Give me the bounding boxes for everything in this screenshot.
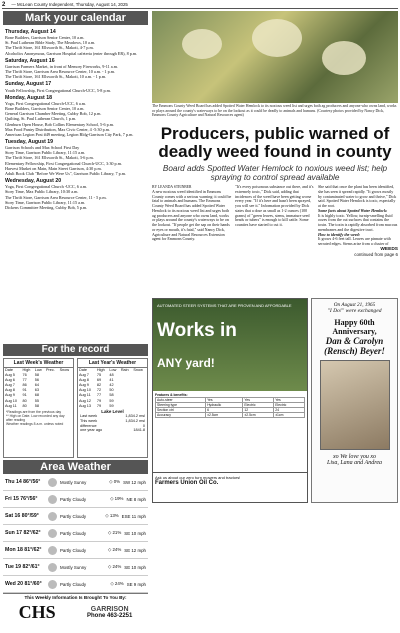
- photo-caption: The Emmons County Weed Board has added Spotted Water Hemlock to its noxious weed list and urges both ag producers and anyone who owns land, works or plays around the county's waterways to be on the lookout as it could be deadly to animals and humans. (Courtesy photos provided by Nancy Dick, Emmons County Agriculture and Natural Resources agent): [152, 104, 397, 118]
- ad-cell: 24: [274, 408, 305, 413]
- sponsor-line: This Weekly Information Is Brought To You By:: [24, 595, 127, 600]
- calendar-date: Tuesday, August 19: [5, 138, 54, 145]
- ad-cell: ±1cm: [274, 413, 305, 418]
- weather-day-row: [3, 491, 148, 508]
- ad-cell: Section ctrl: [156, 408, 206, 413]
- table-header: Date: [5, 368, 14, 372]
- continued-line: continued from page 6: [354, 251, 398, 257]
- farmers-union-ad: [152, 298, 308, 503]
- weather-condition: Partly Cloudy: [60, 547, 87, 553]
- table-cell: 82: [96, 383, 102, 388]
- weather-note: *Readings are from the previous day: [6, 409, 62, 414]
- article-col3b: It is highly toxic. Yellow, turnip-smelling fluid oozes from the cut surfaces that contains the toxin. The toxin is rapidly absorbed from mucous membranes and the digestive tract.: [318, 212, 398, 232]
- weather-day: Wed 20 81°/60°: [5, 581, 42, 587]
- table-cell: Aug 8: [79, 378, 89, 383]
- table-cell: 79: [96, 403, 102, 408]
- weather-day: Fri 15 76°/56°: [5, 496, 38, 502]
- calendar-date: Sunday, August 17: [5, 81, 52, 88]
- precip-chance: ◇ 24%: [110, 581, 124, 586]
- table-cell: 72: [96, 388, 102, 393]
- wind: NE 8 mph: [126, 496, 146, 502]
- ad-headline: Works in: [157, 320, 237, 341]
- weather-condition: Partly Cloudy: [60, 496, 87, 502]
- table-cell: 69: [96, 378, 102, 383]
- table-cell: 64: [34, 383, 40, 388]
- lake-value: 1,834.2 msl: [125, 418, 145, 423]
- lake-value: 1841.8: [133, 428, 145, 433]
- lake-row: [80, 428, 145, 433]
- weather-day-row: [3, 542, 148, 559]
- calendar-date: Thursday, August 14: [5, 29, 56, 35]
- table-header: Snow: [59, 368, 70, 372]
- table-cell: Aug 11: [5, 403, 17, 408]
- calendar-event: American Legion Post #49 meeting, Legion Bldg-Garrison City Park, 7 p.m.: [5, 131, 134, 137]
- article-body: [152, 185, 398, 296]
- calendar-event: The Thrift Store, Garrison Area Resource Center, 11 - 5 p.m.: [5, 194, 107, 200]
- calendar-event: Story Time, Garrison Public Library, 11:15 a.m.: [5, 199, 86, 205]
- lake-label: This week: [80, 418, 98, 423]
- table-cell: 41: [109, 378, 114, 383]
- weather-day: Thu 14 86°/56°: [5, 479, 41, 485]
- weather-day-row: [3, 576, 148, 593]
- table-cell: 48: [109, 373, 114, 378]
- anniv-line4: Dan & Carolyn (Rensch) Beyer!: [324, 336, 385, 356]
- weather-condition: Mostly Sunny: [60, 479, 87, 485]
- right-column: [152, 11, 398, 611]
- calendar-event: Story Time, Garrison Public Library, 11:15 a.m.: [5, 150, 86, 156]
- table-cell: 63: [34, 388, 40, 393]
- table-cell: Aug 6: [5, 378, 15, 383]
- ad-store: Farmers Union Oil Co.: [155, 480, 219, 486]
- calendar-date: Saturday, August 16: [5, 57, 55, 64]
- anniv-line3: Happy 60th Anniversary,: [332, 318, 377, 336]
- calendar-event: Garrison Farmers Market, in front of Memory Fireworks, 9-11 a.m.: [5, 63, 118, 69]
- table-header: Snow: [133, 368, 143, 372]
- table-cell: 77: [96, 393, 102, 398]
- table-cell: 59: [109, 403, 114, 408]
- ad-tagline: Ask us about our zero turn mowers and tractors!: [155, 475, 241, 480]
- weather-icon: [48, 495, 57, 504]
- anniv-line2: "I Do!" were exchanged: [327, 308, 382, 314]
- calendar-list: [3, 25, 148, 344]
- last-year-title: Last Year's Weather: [78, 359, 147, 368]
- weather-icon: [48, 563, 57, 572]
- table-cell: Aug 8: [5, 388, 15, 393]
- calendar-event: Yoga, First Congregational Church-UCC, 6 a.m.: [5, 100, 87, 106]
- weather-day-row: [3, 474, 148, 491]
- lake-level-title: Lake Level: [101, 408, 124, 414]
- area-weather-list: [3, 474, 148, 593]
- calendar-event: Story Time, Max Public Library, 10:30 a.m.: [5, 189, 79, 195]
- weather-icon: [48, 546, 57, 555]
- precip-chance: ◇ 21%: [107, 530, 122, 535]
- ad-kicker: AUTOMATED STEER SYSTEMS THAT ARE PROVEN AND AFFORDABLE: [157, 303, 292, 308]
- ad-table: [155, 397, 305, 418]
- calendar-date: Monday, August 18: [5, 94, 52, 101]
- calendar-date: Wednesday, August 20: [5, 178, 62, 185]
- table-cell: Aug 12: [79, 398, 92, 403]
- precip-chance: ◇ 24%: [107, 547, 122, 552]
- calendar-event: Bone Builders, Garrison Senior Center, 10 a.m.: [5, 35, 85, 41]
- table-cell: 91: [22, 393, 27, 398]
- table-header: Low: [34, 368, 42, 372]
- ad-cell: Accuracy: [156, 413, 206, 418]
- page-number: 2: [2, 1, 6, 8]
- ad-cell: Electric: [243, 403, 274, 408]
- subhead-facts: Some facts about Spotted Water Hemlock:: [318, 207, 388, 213]
- lake-value: 1,834.2 msl: [125, 414, 145, 419]
- article-col1: A new noxious weed identified in Emmons County comes with a serious warning: it could be fatal to animals and humans. The Emmons County Weed Board has added Spotted Water Hemlock to its noxious weed list and urges both ag producers and anyone who owns land, works or plays around the county's waterways to be on the lookout. "If people get the sap on their hands or eyes or mouth, it's fatal," said Nancy Dick, Agriculture and Natural Resources Extension agent for Emmons County.: [152, 188, 232, 242]
- precip-chance: ◇ 19%: [110, 496, 124, 501]
- table-cell: Aug 7: [5, 383, 15, 388]
- table-cell: 80: [22, 398, 27, 403]
- table-cell: 76: [22, 373, 27, 378]
- calendar-event: Harvest Market on Main, Main Street Garrison, 4:30 p.m.: [5, 165, 102, 171]
- table-cell: 42: [109, 383, 114, 388]
- weather-condition: Mostly Sunny: [60, 564, 87, 570]
- table-header: High: [22, 368, 31, 372]
- anniv-line6: Lisa, Lana and Andrea: [326, 460, 382, 466]
- subheadline: Board adds Spotted Water Hemlock to noxious weed list; help spraying to control spread available: [162, 164, 388, 182]
- table-cell: 79: [96, 398, 102, 403]
- table-cell: Aug 10: [5, 398, 18, 403]
- weather-note: Weather readings 8 a.m. unless noted: [6, 421, 64, 426]
- continued-keyword: WEEDS: [380, 246, 398, 252]
- calendar-event: Bone Builders, Garrison Senior Center, 10 a.m.: [5, 106, 85, 112]
- ad-cell: 12: [243, 408, 274, 413]
- weather-icon: [48, 580, 57, 589]
- calendar-event: Glenburn Open House, Bob Collins Elementary School, 5-6 p.m.: [5, 121, 115, 127]
- ad-cell: Yes: [206, 398, 243, 403]
- table-header: Low: [109, 368, 117, 372]
- weather-day-row: [3, 559, 148, 576]
- calendar-event: Yoga, First Congregational Church -UCC, 6 a.m.: [5, 184, 88, 190]
- table-cell: Aug 5: [5, 373, 15, 378]
- ad-cell: Hydraulic: [206, 403, 243, 408]
- wind: SE 10 mph: [124, 564, 146, 570]
- anniversary-ad: [311, 298, 398, 503]
- table-cell: 75: [96, 373, 102, 378]
- precip-chance: ◇ 13%: [105, 513, 119, 518]
- table-header: Rain: [120, 368, 129, 372]
- weather-day: Sat 16 80°/59°: [5, 513, 39, 519]
- wind: SW 12 mph: [123, 479, 146, 485]
- masthead-text: — McLean County Independent, Thursday, August 14, 2025: [11, 2, 128, 7]
- masthead: [2, 1, 398, 9]
- table-cell: 55: [34, 398, 40, 403]
- table-cell: 58: [34, 373, 40, 378]
- table-cell: 91: [22, 388, 27, 393]
- lake-value: 0: [142, 423, 145, 428]
- calendar-event: The Thrift Store, Garrison Area Resource Center, 10 a.m. - 1 p.m.: [5, 69, 116, 75]
- table-header: High: [96, 368, 105, 372]
- wind: ESE 11 mph: [121, 513, 146, 519]
- sponsor-box: [3, 593, 148, 633]
- subhead-identify: How to identify the weed:: [318, 231, 360, 237]
- lake-label: Last week: [80, 414, 98, 419]
- precip-chance: ◇ 0%: [109, 479, 121, 484]
- weather-day: Sun 17 82°/62°: [5, 530, 41, 536]
- calendar-event: General Garrison Chamber Meeting, Cubby Bob, 12 p.m.: [5, 111, 102, 117]
- table-cell: 56: [34, 378, 40, 383]
- weather-condition: Partly Cloudy: [60, 581, 87, 587]
- table-cell: Aug 9: [5, 393, 15, 398]
- table-cell: 86: [22, 383, 27, 388]
- lake-label: one year ago: [80, 428, 103, 433]
- weather-notes: [4, 409, 73, 427]
- table-cell: 77: [22, 378, 27, 383]
- calendar-event: The Thrift Store, 161 Ellsworth St., Makoti, 4-7 p.m.: [5, 45, 94, 51]
- calendar-event: Max Food Pantry Distribution, Max Civic Center, 4 -5:30 p.m.: [5, 126, 111, 132]
- table-cell: 80: [22, 403, 27, 408]
- area-weather-title: Area Weather: [3, 460, 148, 474]
- weather-day-row: [3, 508, 148, 525]
- calendar-event: Garrison Schools and Max School First Day: [5, 145, 80, 151]
- table-cell: Aug 11: [79, 393, 91, 398]
- weather-records: [3, 356, 148, 458]
- this-week-title: Last Week's Weather: [4, 359, 73, 368]
- table-cell: Aug 7: [79, 373, 89, 378]
- table-cell: 68: [34, 393, 40, 398]
- ad-cell: Electric: [274, 403, 305, 408]
- calendar-event: The Thrift Store, 161 Ellsworth St., Makoti, 10 a.m. - 1 p.m.: [5, 74, 107, 80]
- calendar-event: Elementary Fellowship, First Congregational Church-UCC, 3:30 p.m.: [5, 160, 123, 166]
- ad-cell: Yes: [274, 398, 305, 403]
- ad-cell: ±2.5cm: [206, 413, 243, 418]
- ad-cell: Yes: [243, 398, 274, 403]
- weather-note: ** High on Date. Low recorded any day after reading: [6, 413, 65, 422]
- weather-icon: [48, 512, 57, 521]
- chs-logo: CHS: [18, 602, 56, 622]
- calendar-event: Youth Fellowship, First Congregational Church-UCC, 5-8 p.m.: [5, 87, 111, 93]
- left-column: [3, 11, 148, 622]
- last-year-table: [78, 368, 147, 409]
- calendar-event: Quilting, St. Paul Lutheran Church, 1 p.m.: [5, 116, 77, 122]
- ad-row: [156, 413, 305, 418]
- table-cell: 50: [109, 388, 114, 393]
- wind: SE 12 mph: [124, 547, 146, 553]
- weather-icon: [48, 478, 57, 487]
- weather-condition: Partly Cloudy: [60, 513, 87, 519]
- calendar-event: The Thrift Store, 161 Ellsworth St., Makoti, 3-6 p.m.: [5, 155, 94, 161]
- ad-cell: Auto-steer: [156, 398, 206, 403]
- weather-day: Tue 19 82°/61°: [5, 564, 40, 570]
- calendar-event: Dickens Committee Meeting, Cubby Bob, 5 p.m.: [5, 204, 88, 210]
- anniv-line5: xo We love you xo: [332, 454, 377, 460]
- sponsor-phone: Phone 463-2251: [86, 613, 133, 619]
- table-cell: Aug 13: [79, 403, 92, 408]
- weather-day-row: [3, 525, 148, 542]
- byline: BY LEANDA STEINBER: [152, 185, 192, 189]
- couple-photo: [320, 360, 390, 450]
- anniv-line1: On August 21, 1965: [333, 302, 376, 308]
- weather-day: Mon 18 81°/62°: [5, 547, 42, 553]
- last-year-weather-table: [77, 358, 148, 458]
- sponsor-name: GARRISON: [90, 606, 129, 613]
- ad-cell: ±2.5cm: [243, 413, 274, 418]
- record-title: For the record: [3, 344, 148, 356]
- article-col3c: It grows 4-6 feet tall. Leaves are pinnate with serrated edges. Stems arise from a cluster of: [318, 236, 391, 246]
- table-cell: 58: [34, 403, 40, 408]
- hemlock-photo: [152, 11, 398, 103]
- lake-level: [78, 409, 147, 434]
- this-week-weather-table: [3, 358, 74, 458]
- lake-label: difference: [80, 423, 97, 428]
- table-cell: Aug 9: [79, 383, 89, 388]
- ad-table-title: Features & benefits:: [155, 393, 188, 397]
- precip-chance: ◇ 24%: [107, 564, 122, 569]
- ad-headline-2: ANY yard!: [157, 356, 215, 370]
- table-cell: Aug 10: [79, 388, 92, 393]
- calendar-event: Adult Book Club "Before We Were Us", Garrison Public Library, 7 p.m.: [5, 170, 127, 176]
- calendar-event: Alcoholics Anonymous, Garrison Hospital cafeteria (enter through ER), 8 p.m.: [5, 50, 138, 56]
- article-col3: She said that once the plant has been identified, she has seen it spread rapidly. "It grows mostly by contaminated water to grow and thrive," Dick said. Spotted Water Hemlock is toxic, especially at the root.: [318, 184, 397, 208]
- wind: SE 10 mph: [124, 530, 146, 536]
- headline: Producers, public warned of deadly weed found in county: [158, 124, 392, 161]
- table-header: Prec.: [46, 368, 55, 372]
- table-cell: 58: [109, 393, 114, 398]
- calendar-event: St. Paul Lutheran Bible Study, The Meadows, 10 a.m.: [5, 40, 96, 46]
- article-col2: "It's every poisonous substance out there, and it's extremely toxic," Dick said, adding that incidences of the weed have been getting worse every year. "If it's here and hasn't been sprayed, you will see it." Information provided by Dick states that a dose as small as 1-2 ounces (100 grams) of "green leaves, stems, immature seed heads or tubers" is enough to kill cattle. Some counties have started to cut it.: [235, 184, 314, 227]
- weather-icon: [48, 529, 57, 538]
- ad-cell: Steering type: [156, 403, 206, 408]
- wind: SE 9 mph: [126, 581, 146, 587]
- table-cell: 59: [109, 398, 114, 403]
- weather-condition: Partly Cloudy: [60, 530, 87, 536]
- calendar-title: Mark your calendar: [3, 11, 148, 25]
- ad-cell: 6: [206, 408, 243, 413]
- this-week-table: [4, 368, 73, 409]
- table-header: Date: [79, 368, 88, 372]
